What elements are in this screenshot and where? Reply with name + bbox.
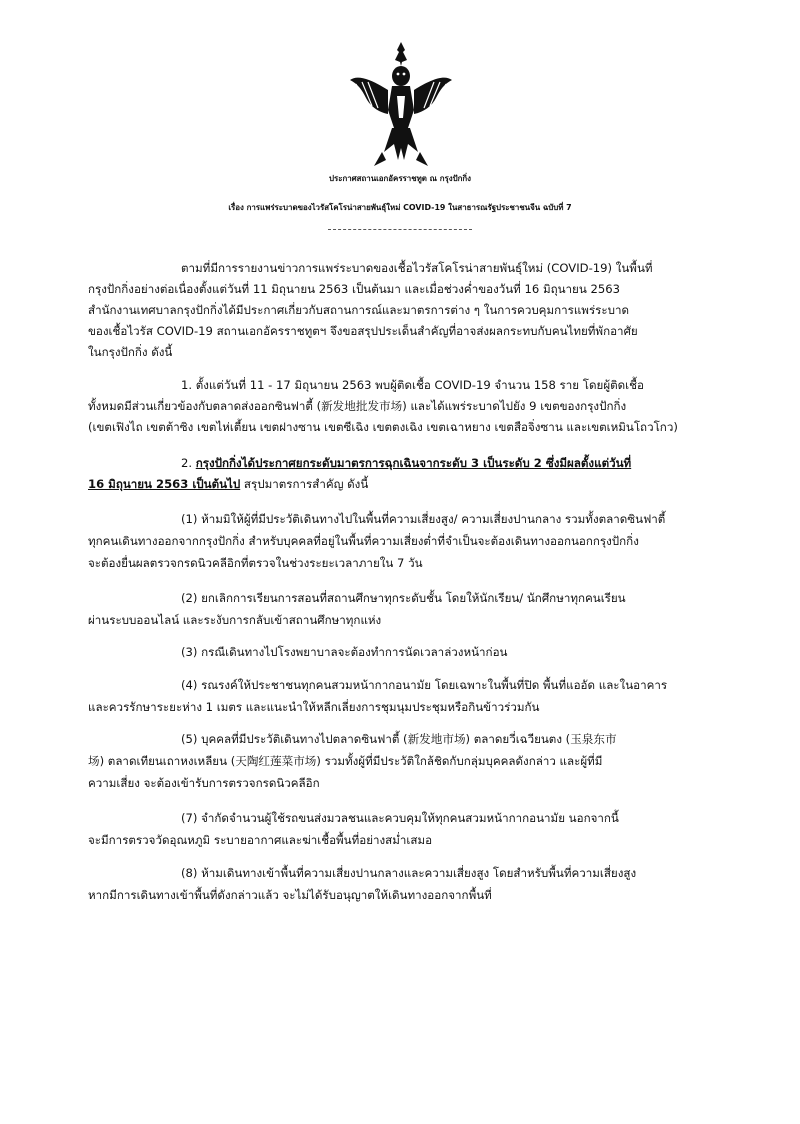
text-line: ตามที่มีการรายงานข่าวการแพร่ระบาดของเชื้อไวรัสโคโรน่าสายพันธุ์ใหม่ (COVID-19) ในพื้นที่ xyxy=(181,261,653,275)
divider xyxy=(328,229,472,230)
text-line: จะต้องยื่นผลตรวจกรดนิวคลีอิกที่ตรวจในช่วงระยะเวลาภายใน 7 วัน xyxy=(88,556,423,570)
text-line: (4) รณรงค์ให้ประชาชนทุกคนสวมหน้ากากอนามัย โดยเฉพาะในพื้นที่ปิด พื้นที่แออัด และในอาคาร xyxy=(181,678,668,692)
text-line: ผ่านระบบออนไลน์ และระงับการกลับเข้าสถานศึกษาทุกแห่ง xyxy=(88,613,382,627)
text-span: สรุปมาตรการสำคัญ ดังนี้ xyxy=(240,477,369,491)
text-line: ความเสี่ยง จะต้องเข้ารับการตรวจกรดนิวคลีอิก xyxy=(88,776,320,790)
text-line: (2) ยกเลิกการเรียนการสอนที่สถานศึกษาทุกระดับชั้น โดยให้นักเรียน/ นักศึกษาทุกคนเรียน xyxy=(181,591,626,605)
text-line: หากมีการเดินทางเข้าพื้นที่ดังกล่าวแล้ว จะไม่ได้รับอนุญาตให้เดินทางออกจากพื้นที่ xyxy=(88,888,492,902)
text-line: (3) กรณีเดินทางไปโรงพยาบาลจะต้องทำการนัดเวลาล่วงหน้าก่อน xyxy=(181,645,508,659)
text-line: (5) บุคคลที่มีประวัติเดินทางไปตลาดซินฟาตี้ (新发地市场) ตลาดยวี่เฉวียนตง (玉泉东市 xyxy=(181,732,617,746)
text-line: กรุงปักกิ่งอย่างต่อเนื่องตั้งแต่วันที่ 11 มิถุนายน 2563 เป็นต้นมา และเมื่อช่วงค่ำของวันที่ 16 มิถุนายน 2563 xyxy=(88,282,620,296)
announcement-title: ประกาศสถานเอกอัครราชทูต ณ กรุงปักกิ่ง xyxy=(328,174,472,183)
emphasized-date: 16 มิถุนายน 2563 เป็นต้นไป xyxy=(88,477,241,491)
emphasized-text: กรุงปักกิ่งได้ประกาศยกระดับมาตรการฉุกเฉินจากระดับ 3 เป็นระดับ 2 ซึ่งมีผลตั้งแต่วันที่ xyxy=(195,456,632,470)
text-line: ทั้งหมดมีส่วนเกี่ยวข้องกับตลาดส่งออกซินฟาตี้ (新发地批发市场) และได้แพร่ระบาดไปยัง 9 เขตของกรุงปักกิ่ง xyxy=(88,399,627,413)
text-line: (8) ห้ามเดินทางเข้าพื้นที่ความเสี่ยงปานกลางและความเสี่ยงสูง โดยสำหรับพื้นที่ความเสี่ยงสูง xyxy=(181,866,637,880)
announcement-subject: เรื่อง การแพร่ระบาดของไวรัสโคโรน่าสายพันธุ์ใหม่ COVID-19 ในสาธารณรัฐประชาชนจีน ฉบับที่ 7 xyxy=(228,203,572,212)
text-line: ทุกคนเดินทางออกจากกรุงปักกิ่ง สำหรับบุคคลที่อยู่ในพื้นที่ความเสี่ยงต่ำที่จำเป็นจะต้องเดินทางออกนอกกรุงปักกิ่ง xyxy=(88,534,639,548)
text-line: 1. ตั้งแต่วันที่ 11 - 17 มิถุนายน 2563 พบผู้ติดเชื้อ COVID-19 จำนวน 158 ราย โดยผู้ติดเชื้อ xyxy=(181,378,644,392)
text-line: และควรรักษาระยะห่าง 1 เมตร และแนะนำให้หลีกเลี่ยงการชุมนุมประชุมหรือกินข้าวร่วมกัน xyxy=(88,700,540,714)
text-line xyxy=(181,453,631,474)
garuda-emblem-icon xyxy=(348,40,454,168)
text-line: ของเชื้อไวรัส COVID-19 สถานเอกอัครราชทูตฯ จึงขอสรุปประเด็นสำคัญที่อาจส่งผลกระทบกับคนไทยที่พักอาศัย xyxy=(88,324,638,338)
text-line: (เขตเฟิงไถ เขตต้าซิง เขตไห่เตี้ยน เขตฝางซาน เขตซีเฉิง เขตตงเฉิง เขตเฉาหยาง เขตสือจิ่งซาน และเขตเหมินโถวโกว) xyxy=(88,420,678,434)
text-line: สำนักงานเทศบาลกรุงปักกิ่งได้มีประกาศเกี่ยวกับสถานการณ์และมาตรการต่าง ๆ ในการควบคุมการแพร่ระบาด xyxy=(88,303,630,317)
text-line: ในกรุงปักกิ่ง ดังนี้ xyxy=(88,345,173,359)
text-line: 场) ตลาดเทียนเถาหงเหลียน (天陶红莲菜市场) รวมทั้งผู้ที่มีประวัติใกล้ชิดกับกลุ่มบุคคลดังกล่าว และผู้ที่มี xyxy=(88,754,603,768)
text-line: (7) จำกัดจำนวนผู้ใช้รถขนส่งมวลชนและควบคุมให้ทุกคนสวมหน้ากากอนามัย นอกจากนี้ xyxy=(181,811,619,825)
text-line: จะมีการตรวจวัดอุณหภูมิ ระบายอากาศและฆ่าเชื้อพื้นที่อย่างสม่ำเสมอ xyxy=(88,833,433,847)
text-line xyxy=(88,474,368,495)
point-number: 2. xyxy=(181,456,193,470)
text-line: (1) ห้ามมิให้ผู้ที่มีประวัติเดินทางไปในพื้นที่ความเสี่ยงสูง/ ความเสี่ยงปานกลาง รวมทั้งตลาดซินฟาตี้ xyxy=(181,512,666,526)
